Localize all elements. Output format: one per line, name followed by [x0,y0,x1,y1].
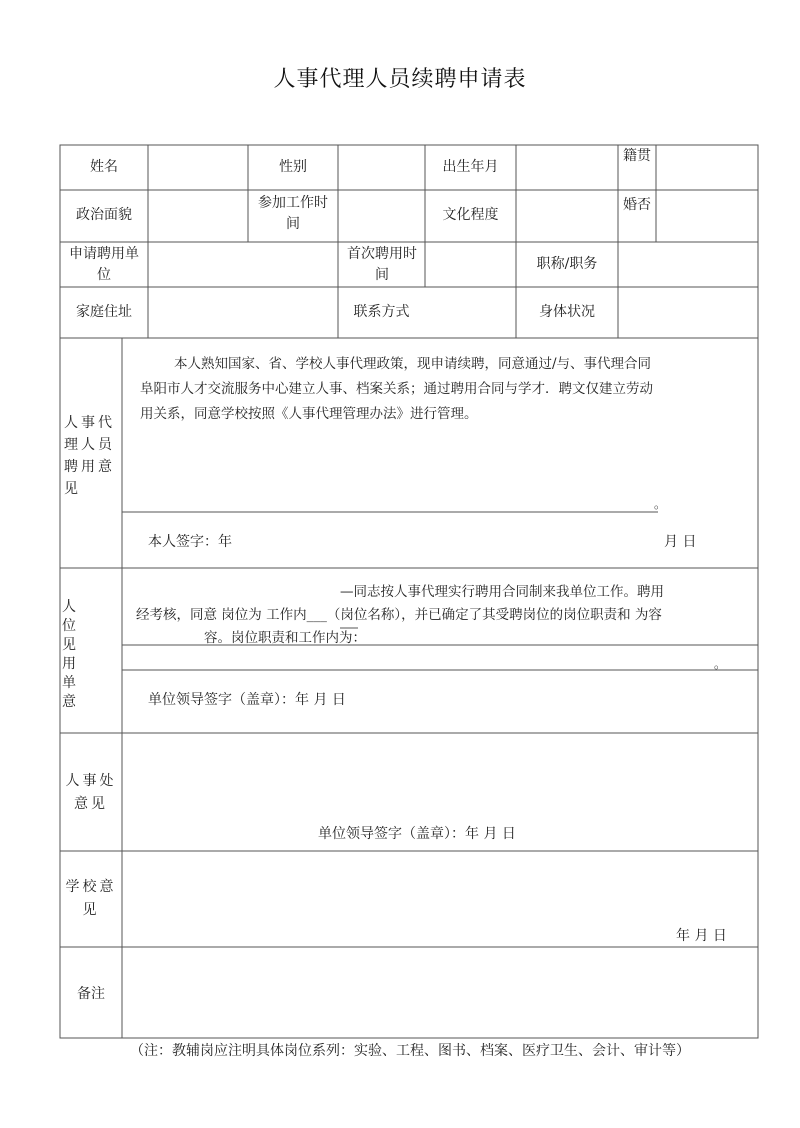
native-place-field[interactable] [658,147,756,188]
gender-label: 性别 [279,159,307,175]
first-hire-field[interactable] [427,244,514,285]
political-status-label: 政治面貌 [76,207,132,223]
name-label: 姓名 [90,159,118,175]
personal-statement-line-3: 用关系，同意学校按照《人事代理管理办法》进行管理。 [140,406,478,422]
marital-status-label: 婚否 [623,197,651,213]
remarks-label: 备注 [77,986,105,1002]
address-field[interactable] [150,289,336,336]
title-post-label: 职称/职务 [536,256,598,272]
personal-period: 。 [654,497,667,511]
marital-status-field[interactable] [658,192,756,240]
health-label: 身体状况 [539,304,595,320]
health-field[interactable] [620,289,756,336]
title-post-field[interactable] [620,244,756,285]
school-date[interactable]: 年 月 日 [676,928,727,944]
name-field[interactable] [150,147,246,188]
birth-field[interactable] [518,147,616,188]
personal-statement-line-1: 本人熟知国家、省、学校人事代理政策，现申请续聘，同意通过/与、事代理合同 [174,356,652,372]
footnote: （注：教辅岗应注明具体岗位系列：实验、工程、图书、档案、医疗卫生、会计、审计等） [130,1043,690,1059]
personal-date[interactable]: 月 日 [664,534,697,550]
school-opinion-label: 学校意见 [65,879,117,918]
hr-signature[interactable]: 单位领导签字（盖章）：年 月 日 [318,826,516,842]
apply-unit-field[interactable] [150,244,336,285]
native-place-label: 籍贯 [623,148,651,164]
unit-statement-line-3: 容。岗位职责和工作内为： [204,630,366,646]
personal-signature[interactable]: 本人签字：年 [148,534,232,550]
personal-opinion-label: 人事代理人员聘用意见 [64,415,115,497]
apply-unit-label: 申请聘用单位 [69,246,139,283]
education-label: 文化程度 [442,207,499,223]
contact-field[interactable] [427,289,514,336]
gender-field[interactable] [340,147,423,188]
birth-label: 出生年月 [442,159,499,175]
unit-statement-line-1: —同志按人事代理实行聘用合同制来我单位工作。聘用 [340,584,664,600]
unit-signature[interactable]: 单位领导签字（盖章）：年 月 日 [148,692,346,708]
unit-statement-line-2: 经考核，同意 岗位为 工作内___（岗位名称），并已确定了其受聘岗位的岗位职责和 为容 [136,607,662,623]
unit-period: 。 [714,657,727,671]
first-hire-label: 首次聘用时间 [347,246,417,283]
work-start-field[interactable] [340,192,423,240]
remarks-field[interactable] [124,949,756,1036]
personal-statement-line-2: 阜阳市人才交流服务中心建立人事、档案关系；通过聘用合同与学才．聘文仅建立劳动 [140,381,653,397]
hr-opinion-label: 人事处意见 [65,773,117,812]
address-label: 家庭住址 [76,304,132,320]
political-status-field[interactable] [150,192,246,240]
form-title: 人事代理人员续聘申请表 [273,67,527,92]
contact-label: 联系方式 [353,304,410,320]
unit-opinion-label: 人位见用单意 [62,599,76,710]
education-field[interactable] [518,192,616,240]
work-start-label: 参加工作时间 [258,195,328,232]
